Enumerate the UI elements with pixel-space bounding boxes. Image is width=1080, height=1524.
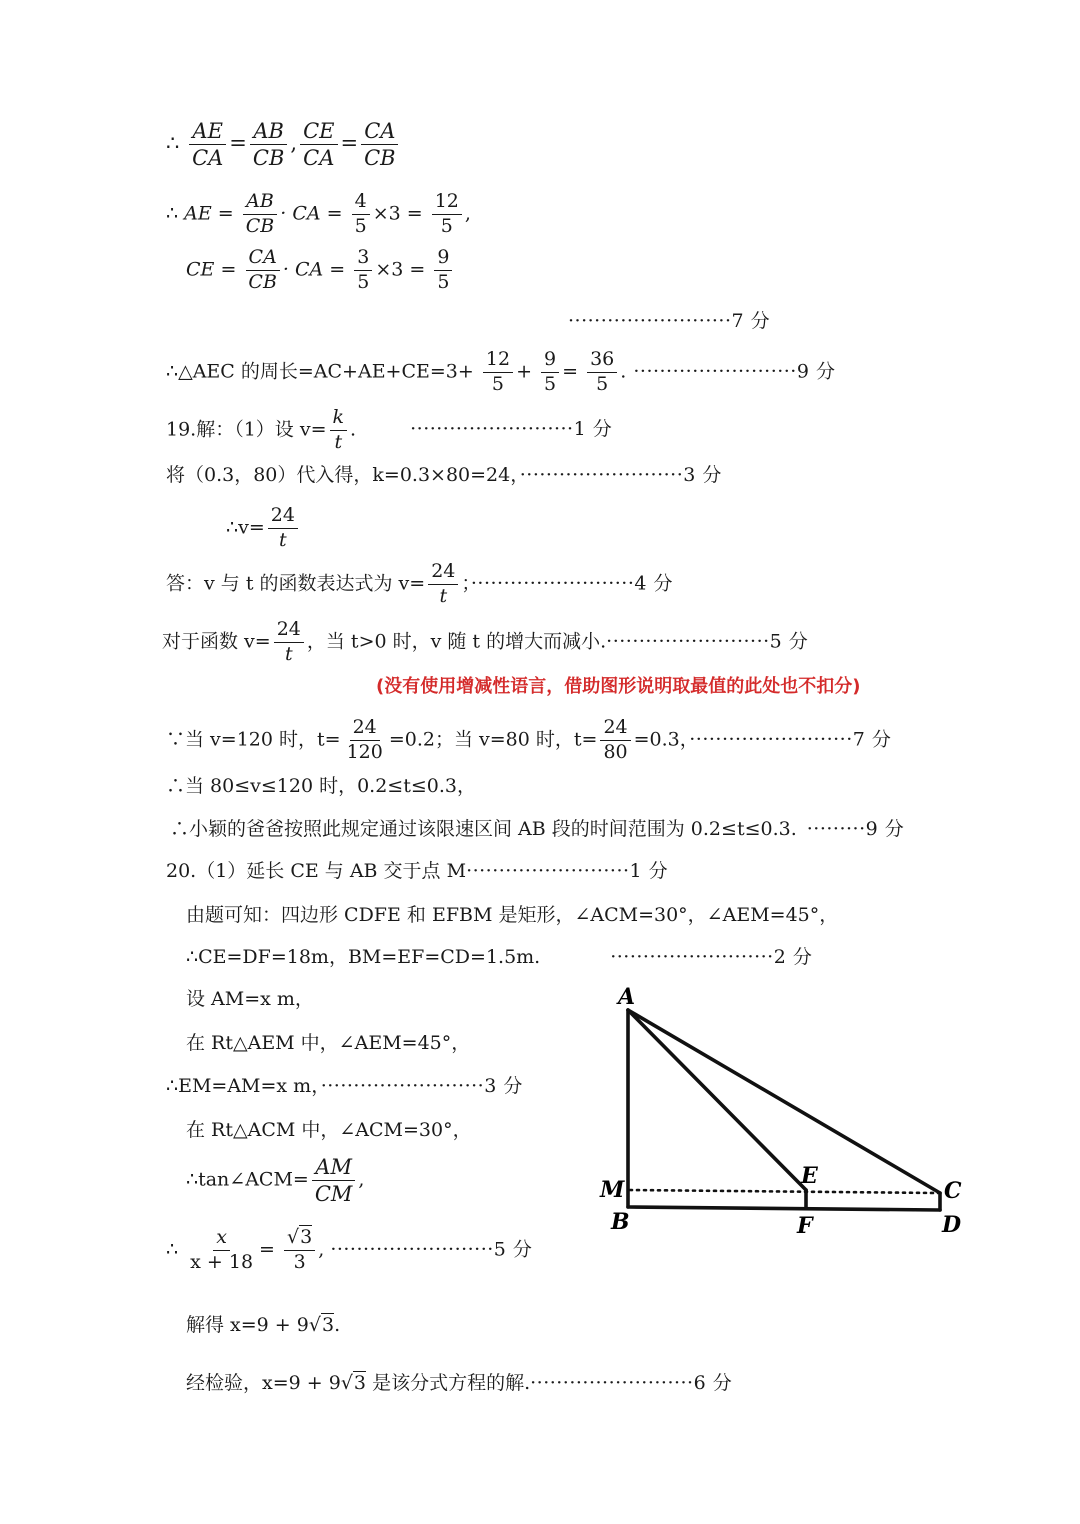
label-f: F bbox=[797, 1213, 813, 1239]
p19-step-2: 将（0.3，80）代入得，k=0.3×80=24，·························3 分 bbox=[166, 464, 722, 486]
label-m: M bbox=[600, 1177, 625, 1203]
p19-bounds: ∵当 v=120 时，t= $\frac{24}{120}$ =0.2；当 v=80 时，t= $\frac{24}{80}$ =0.3，·························7 分 bbox=[166, 716, 892, 763]
p20-step-1: 20.（1）延长 CE 与 AB 交于点 M·························1 分 bbox=[166, 860, 669, 882]
p20-tan: ∴tan∠ACM= $\frac{AM}{CM}$ , bbox=[186, 1155, 365, 1207]
label-c: C bbox=[944, 1178, 962, 1204]
eq-proportion: ∴ $\frac{AE}{CA}$ = $\frac{AB}{CB}$ , $\frac{CE}{CA}$ = $\frac{CA}{CB}$ bbox=[166, 120, 402, 169]
p19-conclusion: ∴小颖的爸爸按照此规定通过该限速区间 AB 段的时间范围为 0.2≤t≤0.3. ·········9 分 bbox=[170, 818, 905, 840]
p19-range: ∴当 80≤v≤120 时，0.2≤t≤0.3， bbox=[166, 775, 477, 797]
p20-rt-acm: 在 Rt△ACM 中，∠ACM=30°， bbox=[186, 1119, 472, 1141]
label-a: A bbox=[618, 984, 636, 1010]
p20-let-x: 设 AM=x m， bbox=[186, 988, 314, 1010]
p20-solution: 解得 x=9 + 9√3. bbox=[186, 1314, 341, 1336]
label-d: D bbox=[942, 1212, 962, 1238]
segment-bd bbox=[628, 1207, 940, 1210]
label-b: B bbox=[611, 1209, 630, 1235]
p19-step-1: 19.解：（1）设 v= $\frac{k}{t}$ . ·························1 分 bbox=[166, 406, 613, 453]
p20-equation: ∴ $\frac{x}{x + 18}$ = $\frac{√3}{3}$ , ·························5 分 bbox=[166, 1226, 533, 1273]
p19-answer: 答：v 与 t 的函数表达式为 v= $\frac{24}{t}$ ；·························4 分 bbox=[166, 560, 674, 607]
label-e: E bbox=[801, 1163, 818, 1189]
grading-note: (没有使用增减性语言，借助图形说明取最值的此处也不扣分) bbox=[376, 676, 861, 697]
p19-step-3: ∴v= $\frac{24}{t}$ bbox=[226, 506, 301, 551]
p19-monotonic: 对于函数 v= $\frac{24}{t}$ ，当 t>0 时，v 随 t 的增大而减小.·························5 分 bbox=[162, 618, 809, 665]
eq-ce-value: CE = $\frac{CA}{CB}$ · CA = $\frac{3}{5}$ ×3 = $\frac{9}{5}$ bbox=[186, 248, 455, 293]
segment-ae bbox=[628, 1010, 806, 1190]
p20-given: 由题可知：四边形 CDFE 和 EFBM 是矩形，∠ACM=30°，∠AEM=45°， bbox=[186, 904, 839, 926]
p20-lengths: ∴CE=DF=18m，BM=EF=CD=1.5m. ·························2 分 bbox=[186, 946, 813, 968]
p20-check: 经检验，x=9 + 9√3 是该分式方程的解.·························6 分 bbox=[186, 1372, 733, 1394]
p20-rt-aem: 在 Rt△AEM 中，∠AEM=45°， bbox=[186, 1032, 471, 1054]
eq-ae-value: ∴ AE = $\frac{AB}{CB}$ · CA = $\frac{4}{5}$ ×3 = $\frac{12}{5}$ , bbox=[166, 190, 471, 237]
segment-mc-dotted bbox=[630, 1190, 938, 1193]
eq-perimeter: ∴△AEC 的周长=AC+AE+CE=3+ $\frac{12}{5}$ + $\frac{9}{5}$ = $\frac{36}{5}$ . ·························9 分 bbox=[166, 348, 836, 395]
p20-em-am: ∴EM=AM=x m，·························3 分 bbox=[166, 1075, 523, 1097]
score-7: ·························7 分 bbox=[568, 310, 771, 332]
segment-ac bbox=[628, 1010, 940, 1193]
